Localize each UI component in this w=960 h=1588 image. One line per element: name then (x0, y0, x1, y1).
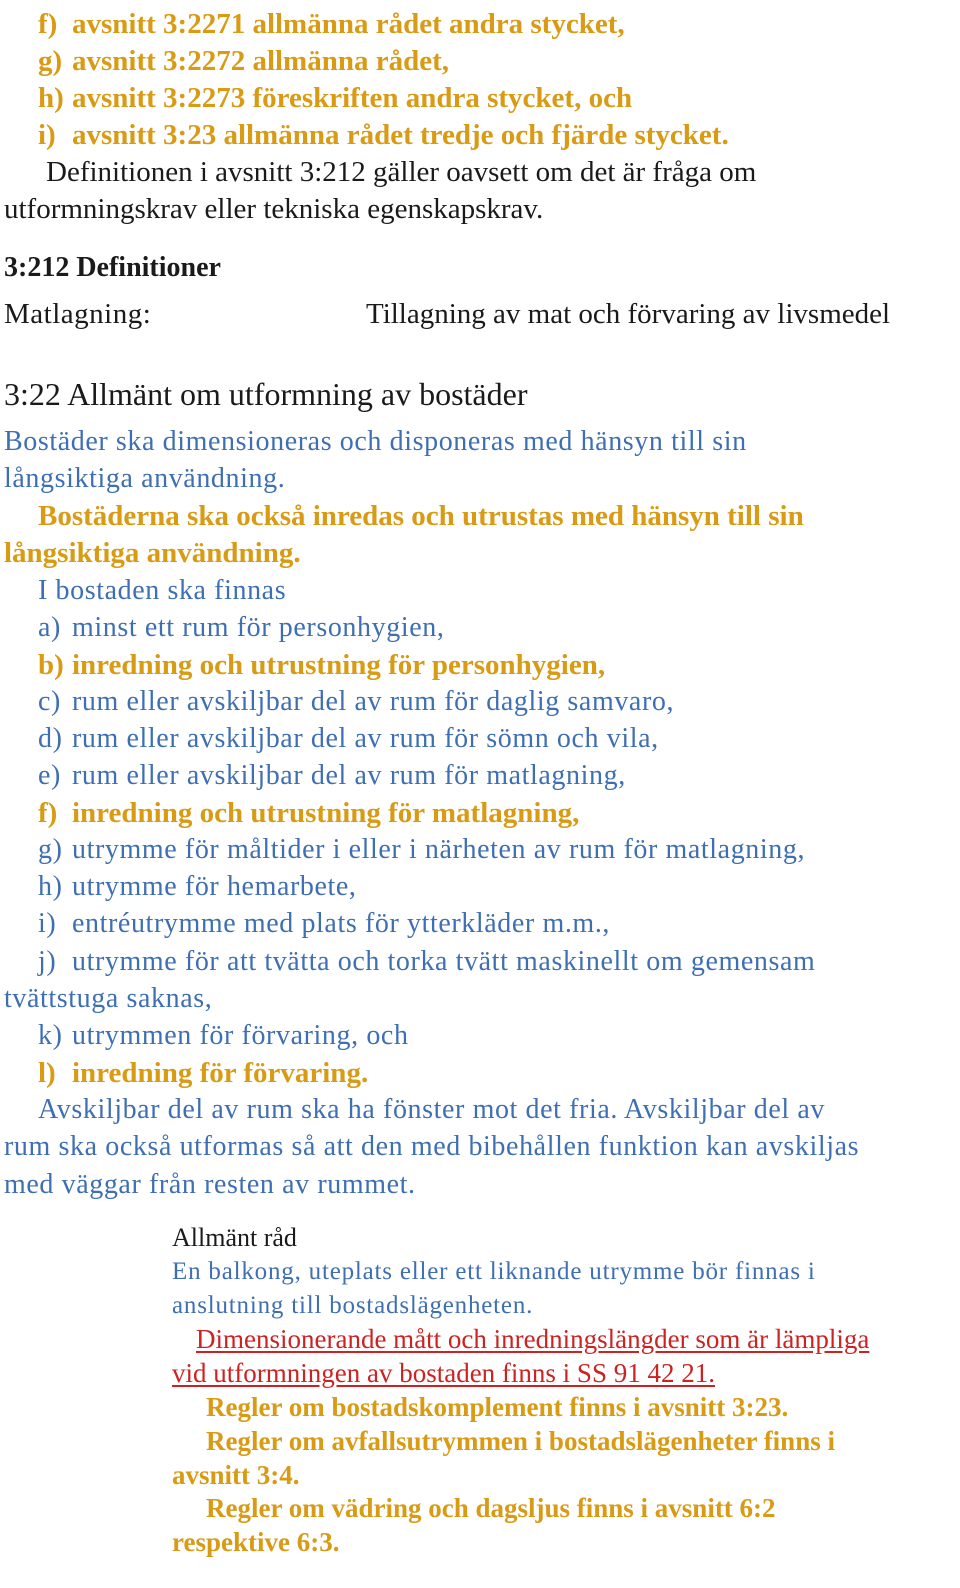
closing-paragraph-line: Avskiljbar del av rum ska ha fönster mot det fria. Avskiljbar del av (38, 1094, 826, 1125)
section-heading: 3:22 Allmänt om utformning av bostäder (4, 376, 528, 412)
section-paragraph-line: långsiktiga användning. (4, 537, 301, 569)
list-item: d) rum eller avskiljbar del av rum för sömn och vila, (38, 723, 659, 754)
intro-list-item: f) avsnitt 3:2271 allmänna rådet andra stycket, (38, 8, 625, 40)
list-item: i) entréutrymme med plats för ytterkläder m.m., (38, 908, 611, 939)
intro-list-item: h) avsnitt 3:2273 föreskriften andra stycket, och (38, 82, 633, 114)
intro-list-item: g) avsnitt 3:2272 allmänna rådet, (38, 45, 449, 77)
list-item: a) minst ett rum för personhygien, (38, 612, 445, 643)
list-item-continuation: tvättstuga saknas, (4, 983, 213, 1014)
advice-line: anslutning till bostadslägenheten. (172, 1292, 534, 1319)
advice-label: Allmänt råd (172, 1223, 297, 1252)
definition-description: Tillagning av mat och förvaring av livsmedel (366, 298, 891, 330)
advice-line: En balkong, uteplats eller ett liknande utrymme bör finnas i (172, 1258, 816, 1285)
list-item: k) utrymmen för förvaring, och (38, 1020, 409, 1051)
section-paragraph-line: Bostäderna ska också inredas och utrustas med hänsyn till sin (38, 500, 804, 532)
closing-paragraph-line: med väggar från resten av rummet. (4, 1169, 416, 1200)
list-item: e) rum eller avskiljbar del av rum för matlagning, (38, 760, 626, 791)
advice-rule: respektive 6:3. (172, 1527, 340, 1557)
advice-rule: avsnitt 3:4. (172, 1460, 300, 1490)
advice-standard-link[interactable]: Dimensionerande mått och inredningslängder som är lämpliga (196, 1324, 870, 1354)
advice-rule: Regler om vädring och dagsljus finns i avsnitt 6:2 (206, 1493, 776, 1523)
intro-paragraph-line: Definitionen i avsnitt 3:212 gäller oavsett om det är fråga om (46, 156, 757, 188)
section-paragraph-line: långsiktiga användning. (4, 463, 286, 494)
advice-rule: Regler om bostadskomplement finns i avsnitt 3:23. (206, 1392, 789, 1422)
list-item: l) inredning för förvaring. (38, 1057, 369, 1089)
advice-rule: Regler om avfallsutrymmen i bostadslägenheter finns i (206, 1426, 835, 1456)
list-item: g) utrymme för måltider i eller i närheten av rum för matlagning, (38, 834, 806, 865)
list-item: j) utrymme för att tvätta och torka tvätt maskinellt om gemensam (38, 946, 816, 977)
definition-term: Matlagning: (4, 298, 152, 330)
definitions-heading: 3:212 Definitioner (4, 252, 221, 283)
list-intro: I bostaden ska finnas (38, 575, 287, 606)
list-item: c) rum eller avskiljbar del av rum för daglig samvaro, (38, 686, 675, 717)
list-item: b) inredning och utrustning för personhygien, (38, 649, 606, 681)
advice-standard-link[interactable]: vid utformningen av bostaden finns i SS 91 42 21. (172, 1358, 715, 1388)
list-item: f) inredning och utrustning för matlagning, (38, 797, 580, 829)
list-item: h) utrymme för hemarbete, (38, 871, 357, 902)
intro-list-item: i) avsnitt 3:23 allmänna rådet tredje och fjärde stycket. (38, 119, 729, 151)
section-paragraph-line: Bostäder ska dimensioneras och disponeras med hänsyn till sin (4, 426, 747, 457)
closing-paragraph-line: rum ska också utformas så att den med bibehållen funktion kan avskiljas (4, 1131, 860, 1162)
intro-paragraph-line: utformningskrav eller tekniska egenskapskrav. (4, 193, 544, 225)
